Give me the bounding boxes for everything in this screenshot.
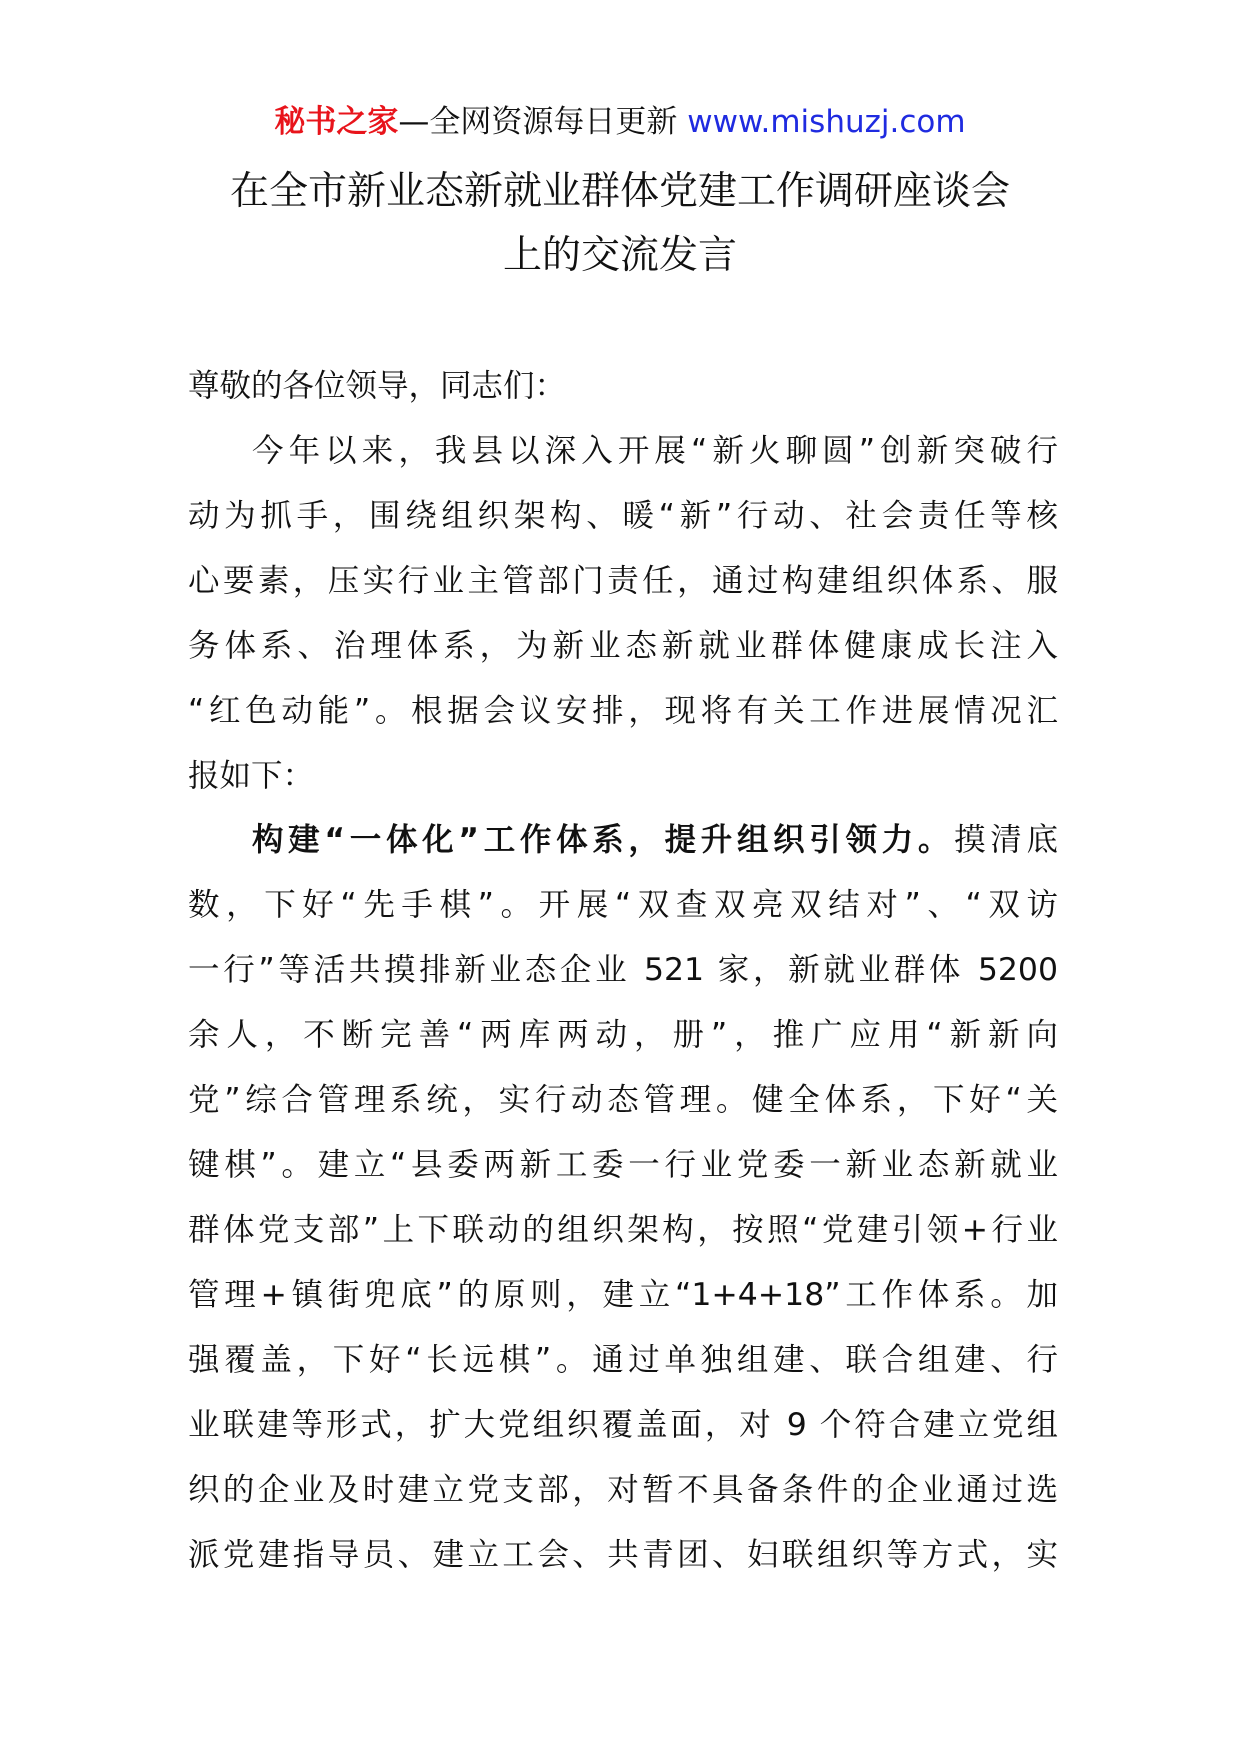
- paragraph-line: 报如下：: [188, 758, 315, 794]
- paragraph-line: 余人，不断完善“两库两动，册”，推广应用“新新向: [188, 1017, 1058, 1053]
- paragraph-line: 强覆盖，下好“长远棋”。通过单独组建、联合组建、行: [188, 1342, 1058, 1378]
- paragraph-line: 管理+镇街兜底”的原则，建立“1+4+18”工作体系。加: [188, 1277, 1058, 1313]
- salutation-text: 尊敬的各位领导，同志们：: [188, 368, 567, 404]
- title-line-1: 在全市新业态新就业群体党建工作调研座谈会: [229, 169, 1010, 214]
- paragraph-line: 键棋”。建立“县委两新工委一行业党委一新业态新就业: [188, 1147, 1058, 1183]
- paragraph-system: [188, 808, 1058, 1588]
- paragraph-line: 数，下好“先手棋”。开展“双查双亮双结对”、“双访: [188, 887, 1058, 923]
- paragraph-line: 心要素，压实行业主管部门责任，通过构建组织体系、服: [188, 563, 1058, 599]
- paragraph-line: 织的企业及时建立党支部，对暂不具备条件的企业通过选: [188, 1472, 1058, 1508]
- paragraph-line: 动为抓手，围绕组织架构、暖“新”行动、社会责任等核: [188, 498, 1058, 534]
- document-title: [0, 160, 1240, 288]
- title-line-2: 上的交流发言: [502, 233, 737, 278]
- paragraph-line: 今年以来，我县以深入开展“新火聊圆”创新突破行: [252, 433, 1058, 469]
- brand-name: 秘书之家: [274, 104, 399, 140]
- header-tagline: —全网资源每日更新: [398, 104, 678, 140]
- paragraph-line: 群体党支部”上下联动的组织架构，按照“党建引领+行业: [188, 1212, 1058, 1248]
- paragraph-line: 业联建等形式，扩大党组织覆盖面，对 9 个符合建立党组: [188, 1407, 1058, 1443]
- paragraph-first-line: [188, 808, 1058, 873]
- paragraph-line: 务体系、治理体系，为新业态新就业群体健康成长注入: [188, 628, 1058, 664]
- paragraph-line: 派党建指导员、建立工会、共青团、妇联组织等方式，实: [188, 1537, 1058, 1573]
- section-heading: 构建“一体化”工作体系，提升组织引领力。: [252, 822, 955, 858]
- paragraph-intro: [188, 419, 1058, 809]
- site-header: [0, 100, 1240, 144]
- paragraph-line: 党”综合管理系统，实行动态管理。健全体系，下好“关: [188, 1082, 1058, 1118]
- salutation: [188, 354, 1058, 419]
- paragraph-line: 一行”等活共摸排新业态企业 521 家，新就业群体 5200: [188, 952, 1058, 988]
- site-url-link[interactable]: www.mishuzj.com: [687, 104, 966, 140]
- paragraph-line: “红色动能”。根据会议安排，现将有关工作进展情况汇: [188, 693, 1058, 729]
- heading-line-rest: 摸清底: [954, 822, 1058, 858]
